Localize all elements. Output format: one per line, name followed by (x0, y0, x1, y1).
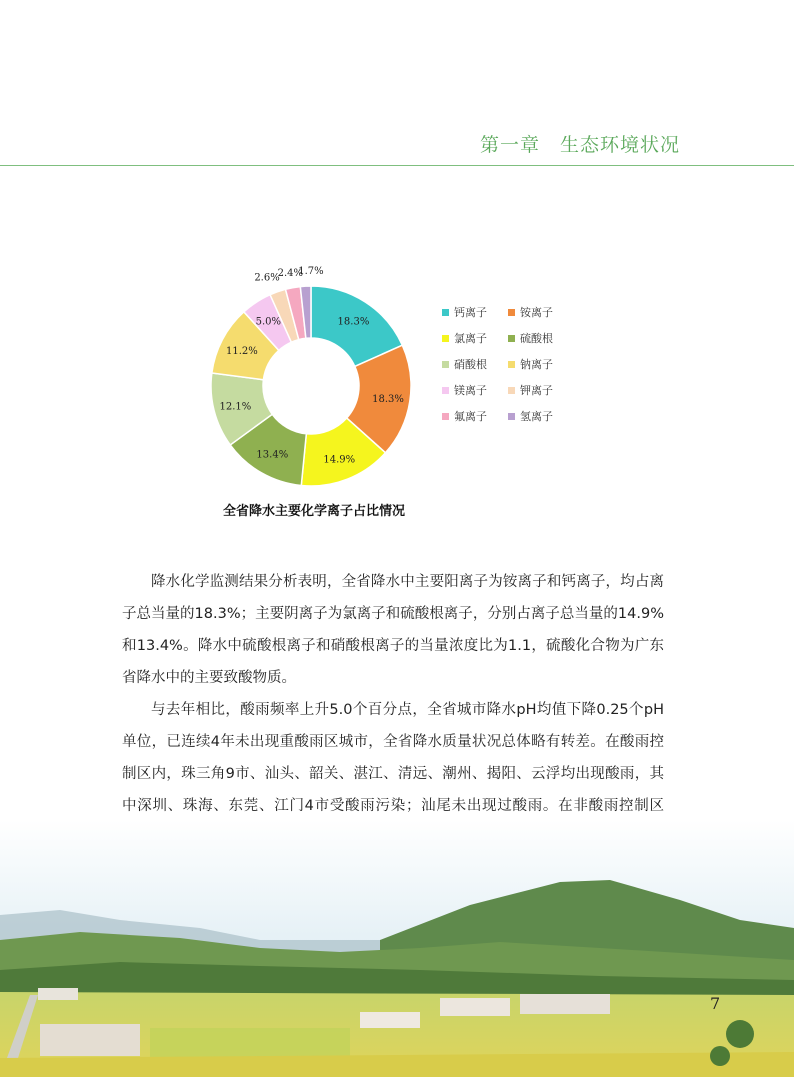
legend-item-3 (508, 330, 574, 346)
legend-label: 钠离子 (520, 358, 553, 371)
legend-swatch (508, 335, 515, 342)
header-divider (0, 165, 794, 166)
chart-caption: 全省降水主要化学离子占比情况 (223, 504, 406, 519)
legend-label: 氯离子 (454, 332, 487, 345)
slice-label-7: 2.6% (254, 272, 280, 284)
legend-swatch (508, 387, 515, 394)
page-number: 7 (710, 994, 721, 1013)
legend-label: 镁离子 (454, 384, 487, 397)
legend-item-4 (442, 356, 508, 372)
legend-item-2 (442, 330, 508, 346)
legend-swatch (442, 387, 449, 394)
legend-swatch (442, 309, 449, 316)
paragraph-1: 降水化学监测结果分析表明，全省降水中主要阳离子为铵离子和钙离子，均占离子总当量的18.3%；主要阴离子为氯离子和硫酸根离子，分别占离子总当量的14.9%和13.4%。降水中硫酸根离子和硝酸根离子的当量浓度比为1.1，硫酸化合物为广东省降水中的主要致酸物质。 (122, 574, 664, 686)
paragraph-2: 与去年相比，酸雨频率上升5.0个百分点，全省城市降水pH均值下降0.25个pH单位，已连续4年未出现重酸雨区城市，全省降水质量状况总体略有转差。在酸雨控制区内，珠三角9市、汕头、韶关、湛江、清远、潮州、揭阳、云浮均出现酸雨，其中深圳、珠海、东莞、江门4市受酸雨污染；汕尾未出现过酸雨。在非酸雨控制区 (122, 702, 664, 814)
legend-label: 钾离子 (520, 384, 553, 397)
slice-label-1: 18.3% (372, 394, 404, 406)
legend-label: 氟离子 (454, 410, 487, 423)
slice-label-0: 18.3% (337, 316, 370, 328)
legend-item-7 (508, 382, 574, 398)
legend-swatch (508, 413, 515, 420)
legend-label: 钙离子 (454, 306, 487, 319)
slice-label-5: 11.2% (226, 345, 258, 357)
landscape-photo (0, 820, 794, 1077)
slice-label-3: 13.4% (256, 449, 289, 461)
legend-swatch (508, 361, 515, 368)
legend-item-8 (442, 408, 508, 424)
slice-label-6: 5.0% (255, 316, 282, 328)
slice-label-4: 12.1% (219, 401, 252, 413)
legend-label: 氢离子 (520, 410, 553, 423)
chapter-title: 第一章 生态环境状况 (479, 134, 680, 156)
legend-item-9 (508, 408, 574, 424)
legend-label: 硫酸根 (520, 332, 553, 345)
donut-chart (200, 250, 440, 490)
legend-swatch (442, 335, 449, 342)
legend-swatch (442, 413, 449, 420)
chart-legend (442, 304, 574, 424)
slice-label-9: 1.7% (298, 266, 324, 278)
legend-label: 硝酸根 (454, 358, 487, 371)
slice-label-8: 2.4% (277, 267, 304, 279)
legend-item-0 (442, 304, 508, 320)
legend-label: 铵离子 (520, 306, 553, 319)
legend-item-5 (508, 356, 574, 372)
slice-label-2: 14.9% (323, 454, 356, 466)
legend-item-1 (508, 304, 574, 320)
legend-item-6 (442, 382, 508, 398)
legend-swatch (508, 309, 515, 316)
legend-swatch (442, 361, 449, 368)
